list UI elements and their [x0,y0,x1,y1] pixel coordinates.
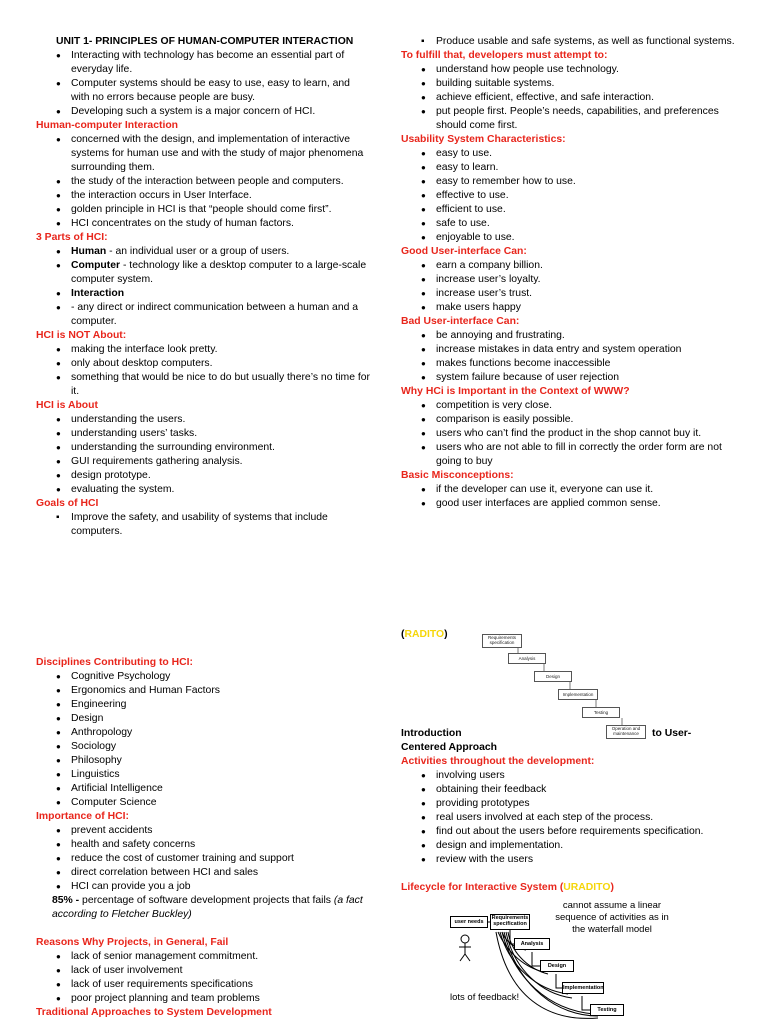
list-item: ● lack of senior management commitment. [36,950,370,964]
list-item: ● easy to learn. [401,161,737,175]
disciplines-list [36,670,370,810]
list-item: ● Developing such a system is a major concern of HCI. [36,105,370,119]
heading-parts: 3 Parts of HCI: [36,232,108,243]
list-item: ● effective to use. [401,189,737,203]
list-item: ▪ Improve the safety, and usability of systems that include computers. [36,511,370,539]
waterfall-box-testing: Testing [582,707,620,718]
lifecycle-box-analysis: Analysis [514,938,550,950]
ucd-title-to-user: to User- [652,728,692,739]
activities-list [401,769,737,867]
usability-list [401,147,737,245]
list-item: ● good user interfaces are applied common sense. [401,497,737,511]
list-item [36,287,370,301]
list-item: ● HCI can provide you a job [36,880,370,894]
heading-bad-ui: Bad User-interface Can: [401,316,520,327]
list-item: ● design and implementation. [401,839,737,853]
goals-list-continued [401,35,737,49]
list-item: ● something that would be nice to do but usually there’s no time for it. [36,371,370,399]
list-item: ● reduce the cost of customer training and support [36,852,370,866]
list-item: ● Interacting with technology has become an essential part of everyday life. [36,49,370,77]
heading-fulfill: To fulfill that, developers must attempt to: [401,50,608,61]
about-list [36,413,370,497]
list-item: ● poor project planning and team problems [36,992,370,1006]
list-item: ● users who are not able to fill in correctly the order form are not going to buy [401,441,737,469]
list-item: ● find out about the users before requirements specification. [401,825,737,839]
misconceptions-list [401,483,737,511]
list-item: ● easy to remember how to use. [401,175,737,189]
lifecycle-word: URADITO [563,882,611,893]
heading-reasons: Reasons Why Projects, in General, Fail [36,937,229,948]
list-item: ● comparison is easily possible. [401,413,737,427]
list-item: ● understanding the users. [36,413,370,427]
list-item: ● - any direct or indirect communication between a human and a computer. [36,301,370,329]
radito-label [401,628,448,642]
lifecycle-close: ) [610,882,614,893]
right-column-top [401,35,737,511]
heading-goals: Goals of HCI [36,498,99,509]
list-item: ● system failure because of user rejection [401,371,737,385]
list-item: ● be annoying and frustrating. [401,329,737,343]
list-item: ● understanding the surrounding environment. [36,441,370,455]
waterfall-box-analysis: Analysis [508,653,546,664]
list-item: ● building suitable systems. [401,77,737,91]
lifecycle-diagram [448,898,748,1024]
importance-list [36,824,370,894]
list-item: ● only about desktop computers. [36,357,370,371]
list-item: ● increase user’s loyalty. [401,273,737,287]
list-item: ● evaluating the system. [36,483,370,497]
parts-list [36,245,370,329]
hci-list [36,133,370,231]
list-item: ● enjoyable to use. [401,231,737,245]
list-item: ● Philosophy [36,754,370,768]
list-item: ● Engineering [36,698,370,712]
heading-misconceptions: Basic Misconceptions: [401,470,514,481]
heading-importance: Importance of HCI: [36,811,129,822]
list-item: ● direct correlation between HCI and sales [36,866,370,880]
list-item: ● GUI requirements gathering analysis. [36,455,370,469]
stat-text: percentage of software development projects that fails [79,895,334,906]
heading-about: HCI is About [36,400,98,411]
list-item: ● easy to use. [401,147,737,161]
list-item: ● safe to use. [401,217,737,231]
lifecycle-note: cannot assume a linear sequence of activities as in the waterfall model [555,900,669,935]
list-item: ● Linguistics [36,768,370,782]
list-item: ● health and safety concerns [36,838,370,852]
term-human: Human [71,246,107,257]
list-item: ● Design [36,712,370,726]
heading-www: Why HCi is Important in the Context of WWW? [401,386,630,397]
page-title: UNIT 1- PRINCIPLES OF HUMAN-COMPUTER INTERACTION [56,36,354,47]
term-interaction: Interaction [71,288,125,299]
waterfall-box-design: Design [534,671,572,682]
list-item: ● understand how people use technology. [401,63,737,77]
lifecycle-box-testing: Testing [590,1004,624,1016]
list-item: ● if the developer can use it, everyone can use it. [401,483,737,497]
waterfall-box-operation: Operation and maintenance [606,725,646,739]
left-column-bottom [36,656,370,1020]
heading-activities: Activities throughout the development: [401,756,595,767]
list-item [36,245,370,259]
list-item: ● Cognitive Psychology [36,670,370,684]
list-item: ● obtaining their feedback [401,783,737,797]
good-ui-list [401,259,737,315]
list-item: ● lack of user requirements specifications [36,978,370,992]
list-item: ● Ergonomics and Human Factors [36,684,370,698]
list-item: ● understanding users’ tasks. [36,427,370,441]
list-item: ● providing prototypes [401,797,737,811]
heading-not-about: HCI is NOT About: [36,330,127,341]
list-item: ● the study of the interaction between people and computers. [36,175,370,189]
lifecycle-heading-text: Lifecycle for Interactive System ( [401,882,564,893]
list-item: ● the interaction occurs in User Interface. [36,189,370,203]
list-item: ● competition is very close. [401,399,737,413]
radito-open: ( [401,629,405,640]
stat-paragraph [36,894,370,922]
heading-disciplines: Disciplines Contributing to HCI: [36,657,194,668]
list-item: ● making the interface look pretty. [36,343,370,357]
list-item: ● HCI concentrates on the study of human factors. [36,217,370,231]
list-item: ● concerned with the design, and implementation of interactive systems for human use and with the study of major phenomena surrounding them. [36,133,370,175]
list-item: ● Computer systems should be easy to use, easy to learn, and with no errors because people are busy. [36,77,370,105]
list-item: ● users who can’t find the product in the shop cannot buy it. [401,427,737,441]
stat-percent: 85% - [52,895,80,906]
waterfall-box-requirements: Requirements specification [482,634,522,648]
list-item: ● review with the users [401,853,737,867]
list-item: ● design prototype. [36,469,370,483]
radito-close: ) [444,629,448,640]
heading-good-ui: Good User-interface Can: [401,246,527,257]
desc-computer: - technology like a desktop computer to a large-scale computer system. [71,260,367,285]
list-item: ● makes functions become inaccessible [401,357,737,371]
heading-hci: Human-computer Interaction [36,120,179,131]
list-item: ▪ Produce usable and safe systems, as well as functional systems. [401,35,737,49]
intro-list [36,49,370,119]
ucd-intro: Introduction [401,728,462,739]
heading-lifecycle [401,881,737,895]
lifecycle-box-design: Design [540,960,574,972]
ucd-title-line2: Centered Approach [401,742,498,753]
list-item: ● Computer Science [36,796,370,810]
stat-source: (a fact according to Fletcher Buckley) [52,895,363,920]
lifecycle-box-implementation: Implementation [562,982,604,994]
list-item: ● achieve efficient, effective, and safe interaction. [401,91,737,105]
heading-traditional: Traditional Approaches to System Development [36,1007,272,1018]
list-item: ● Artificial Intelligence [36,782,370,796]
list-item: ● involving users [401,769,737,783]
not-about-list [36,343,370,399]
reasons-list [36,950,370,1006]
lifecycle-feedback: lots of feedback! [450,992,520,1003]
bad-ui-list [401,329,737,385]
list-item: ● increase mistakes in data entry and system operation [401,343,737,357]
list-item: ● efficient to use. [401,203,737,217]
right-column-bottom [401,755,737,895]
list-item: ● real users involved at each step of the process. [401,811,737,825]
list-item: ● increase user’s trust. [401,287,737,301]
list-item: ● Anthropology [36,726,370,740]
lifecycle-box-requirements: Requirements specification [490,914,530,930]
term-computer: Computer [71,260,121,271]
list-item: ● lack of user involvement [36,964,370,978]
fulfill-list [401,63,737,133]
list-item: ● put people first. People’s needs, capabilities, and preferences should come first. [401,105,737,133]
left-column-top [36,35,370,539]
goals-list [36,511,370,539]
list-item [36,259,370,287]
lifecycle-box-user-needs: user needs [450,916,488,928]
list-item: ● earn a company billion. [401,259,737,273]
list-item: ● golden principle in HCI is that “people should come first”. [36,203,370,217]
list-item: ● Sociology [36,740,370,754]
list-item: ● make users happy [401,301,737,315]
radito-word: RADITO [404,629,445,640]
heading-usability: Usability System Characteristics: [401,134,566,145]
waterfall-box-implementation: Implementation [558,689,598,700]
www-list [401,399,737,469]
list-item: ● prevent accidents [36,824,370,838]
desc-human: - an individual user or a group of users. [106,246,290,257]
